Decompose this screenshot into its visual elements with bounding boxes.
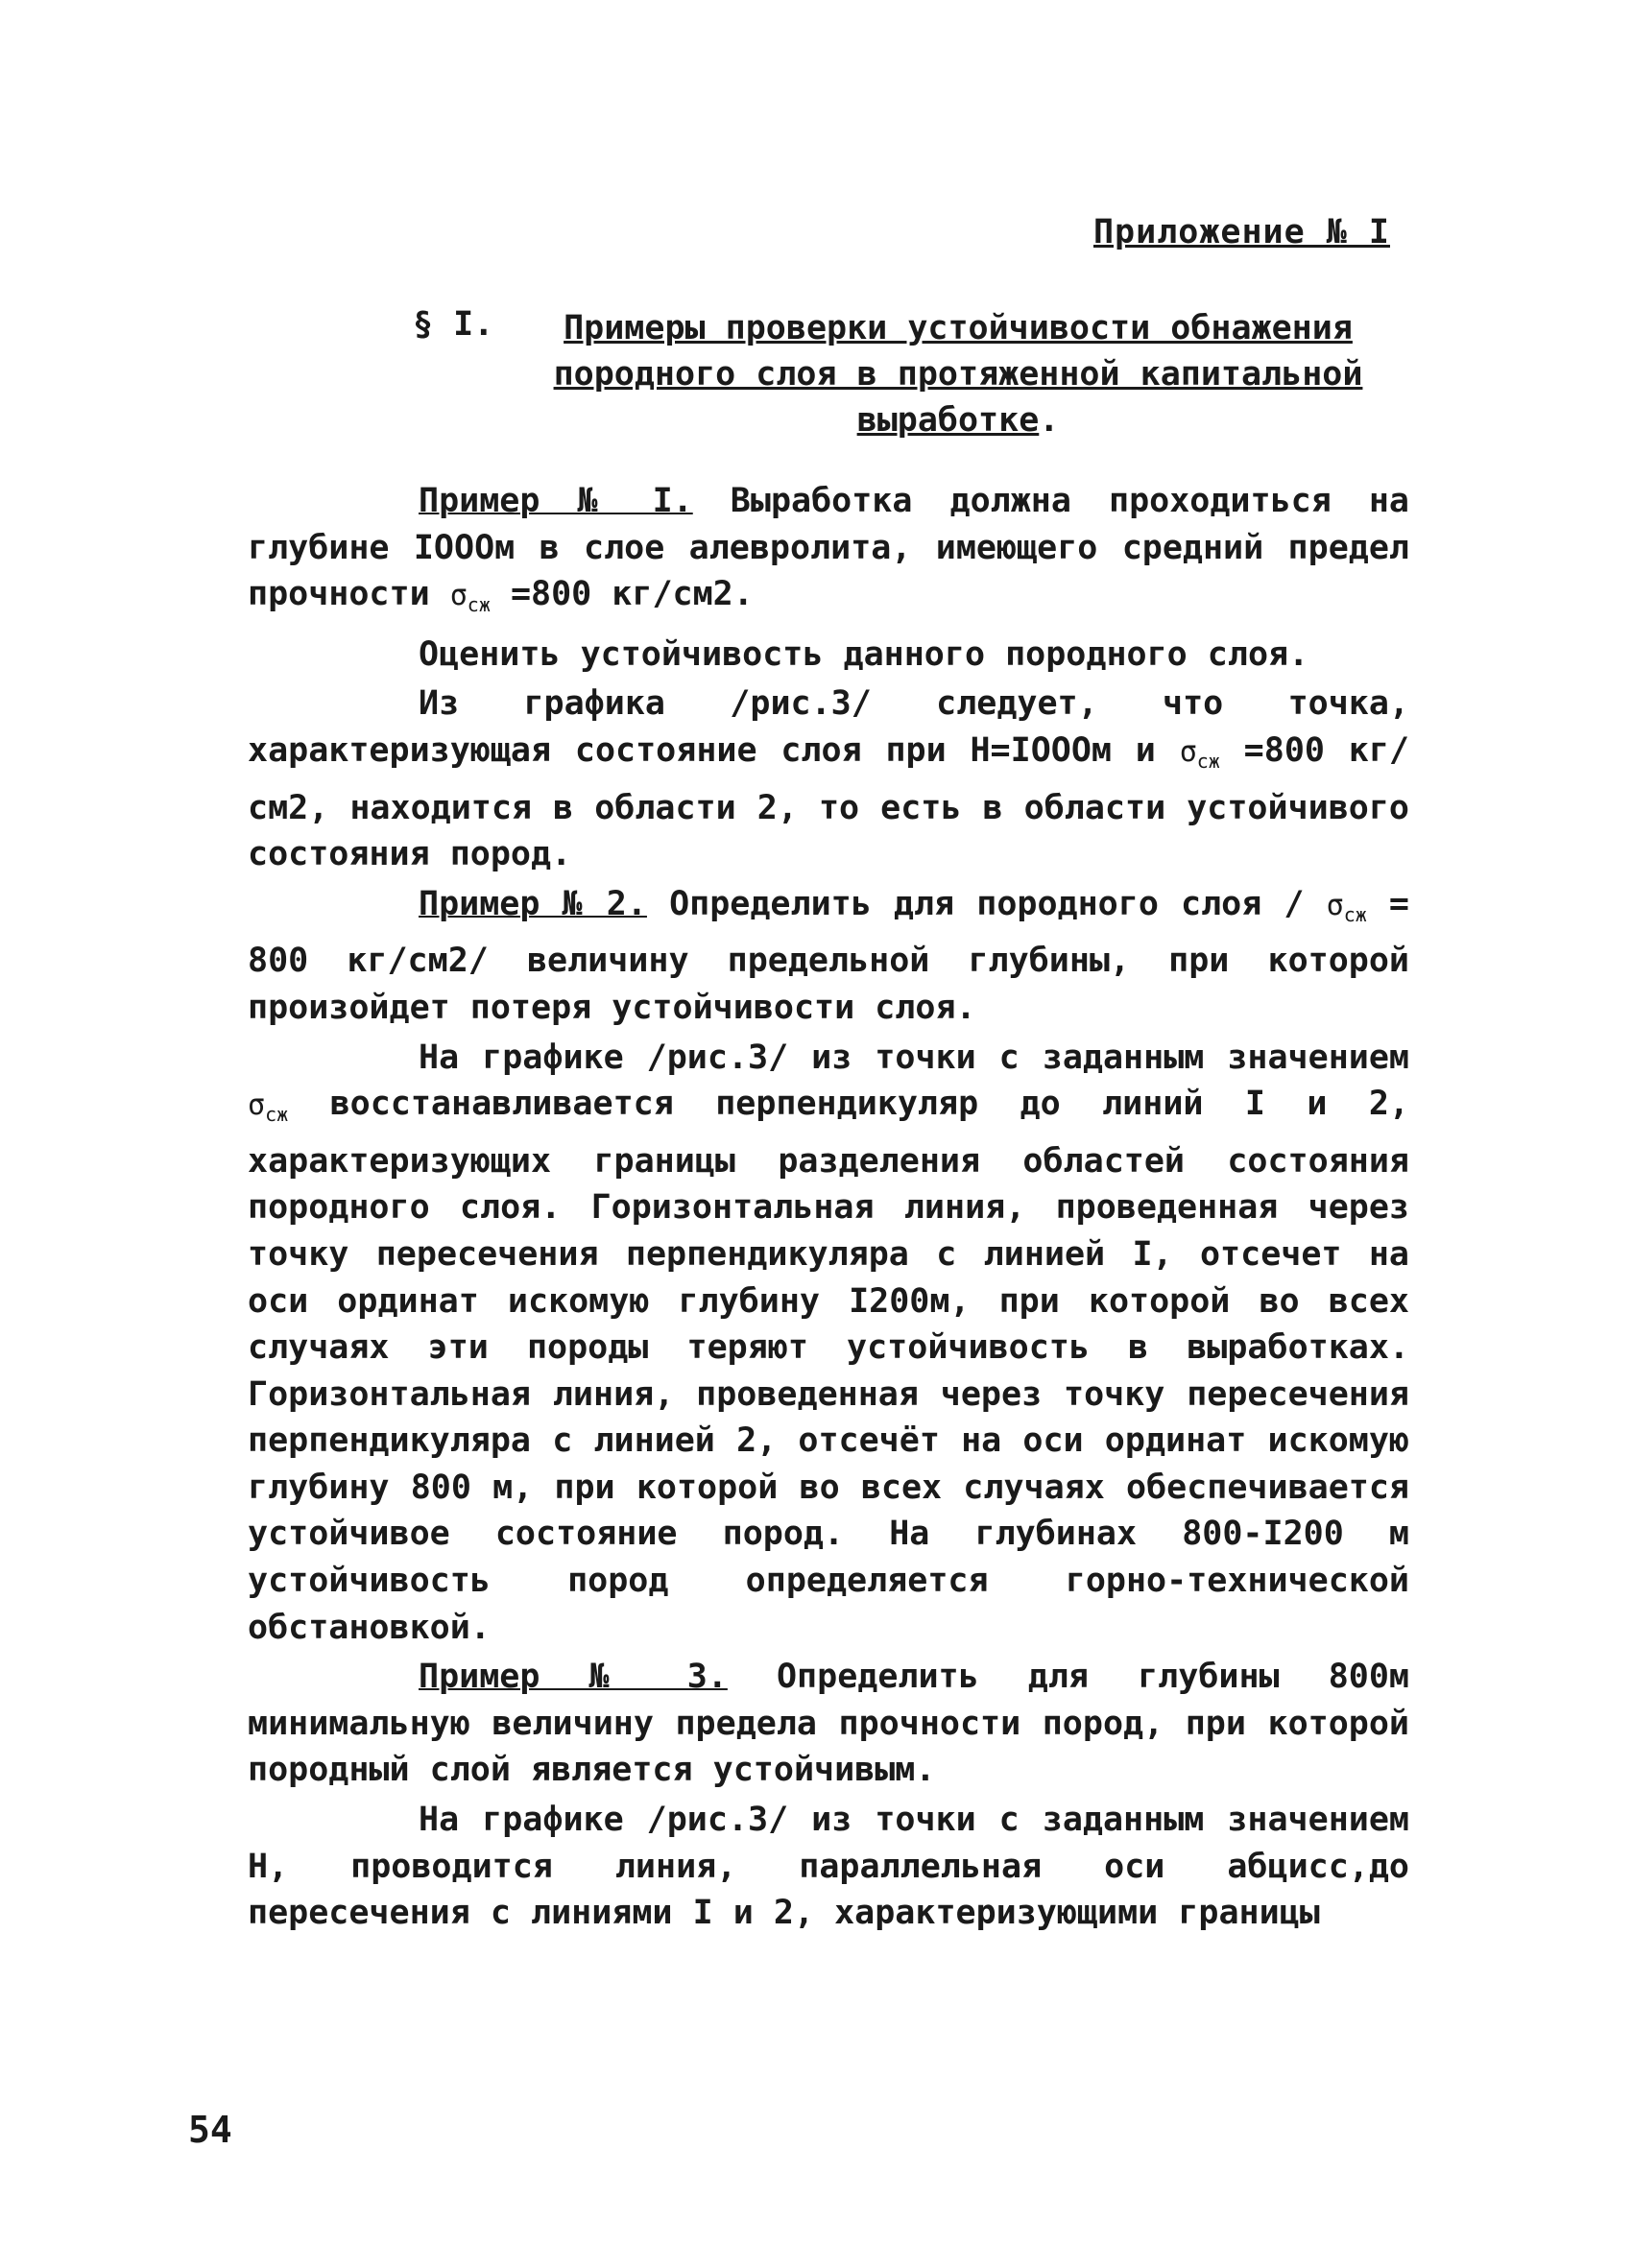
paragraph-example-1 <box>248 478 1409 629</box>
sigma-symbol <box>1179 734 1220 773</box>
paragraph-graph-follows <box>248 680 1409 877</box>
example-1-text-start: Выработка должна проходиться на глубине IOOOм в слое алевролита, имеющего средний предел прочности <box>248 482 1409 614</box>
sigma-letter: σ <box>248 1088 266 1123</box>
paragraph-graph-parallel: На графике /рис.3/ из точки с заданным значением Н, проводится линия, параллельная оси абцисс,до пересечения с линиями I и 2, характеризующими границы <box>248 1801 1409 1933</box>
section-title-line-1: Примеры проверки устойчивости обнажения <box>564 309 1353 347</box>
section-title-line-3: выработке <box>856 401 1040 440</box>
sigma-letter: σ <box>1326 888 1344 922</box>
section-title <box>526 305 1390 443</box>
sigma-symbol <box>248 1088 289 1127</box>
paragraph-example-3 <box>248 1654 1409 1794</box>
example-3-label: Пример № 3. <box>419 1658 728 1697</box>
example-2-text-start: Определить для породного слоя / <box>646 884 1327 923</box>
sigma-letter: σ <box>449 579 468 613</box>
sigma-subscript: сж <box>1196 749 1220 773</box>
paragraph-example-2 <box>248 881 1409 1032</box>
section-number: § I. <box>413 305 494 344</box>
sigma-subscript: сж <box>265 1103 289 1127</box>
sigma-symbol <box>1326 888 1367 926</box>
example-1-text-end: =800 кг/см2. <box>490 575 754 614</box>
perpendicular-text-end: восстанавливается перпендикуляр до линий I и 2, характеризующих границы разделения областей состояния породного слоя. Горизонтальная линия, проведенная через точку пересечения перпендикуляра с линией I, отсечет на оси ординат искомую глубину I200м, при которой во всех случаях эти породы теряют устойчивость в выработках. Горизонтальная линия, проведенная через точку пересечения перпендикуляра с линией 2, отсечёт на оси ординат искомую глубину 800 м, при которой во всех случаях обеспечивается устойчивое состояние пород. На глубинах 800-I200 м устойчивость пород определяется горно-технической обстановкой. <box>248 1085 1409 1647</box>
sigma-letter: σ <box>1179 734 1197 769</box>
sigma-symbol <box>449 579 491 617</box>
perpendicular-text-start: На графике /рис.3/ из точки с заданным значением <box>419 1038 1409 1077</box>
example-2-text-end: = 800 кг/см2/ величину предельной глубины, при которой произойдет потеря устойчивости слоя. <box>248 884 1409 1027</box>
appendix-label: Приложение № I <box>1092 213 1390 251</box>
page-number: 54 <box>188 2109 232 2151</box>
example-3-text: Определить для глубины 800м минимальную величину предела прочности пород, при которой породный слой является устойчивым. <box>248 1658 1409 1790</box>
sigma-subscript: сж <box>1343 902 1367 926</box>
paragraph-assess: Оценить устойчивость данного породного слоя. <box>419 634 1309 674</box>
example-2-label: Пример № 2. <box>419 884 647 923</box>
document-body <box>248 478 1409 1940</box>
paragraph-graph-perpendicular <box>248 1035 1409 1652</box>
graph-follows-text-start: Из графика /рис.3/ следует, что точка, характеризующая состояние слоя при Н=IOOOм и <box>248 684 1409 770</box>
sigma-subscript: сж <box>467 593 491 617</box>
example-1-label: Пример № I. <box>419 482 693 520</box>
section-title-line-2: породного слоя в протяженной капитальной <box>553 355 1363 394</box>
section-title-period: . <box>1039 401 1060 440</box>
graph-follows-text-end: =800 кг/см2, находится в области 2, то есть в области устойчивого состояния пород. <box>248 730 1409 874</box>
